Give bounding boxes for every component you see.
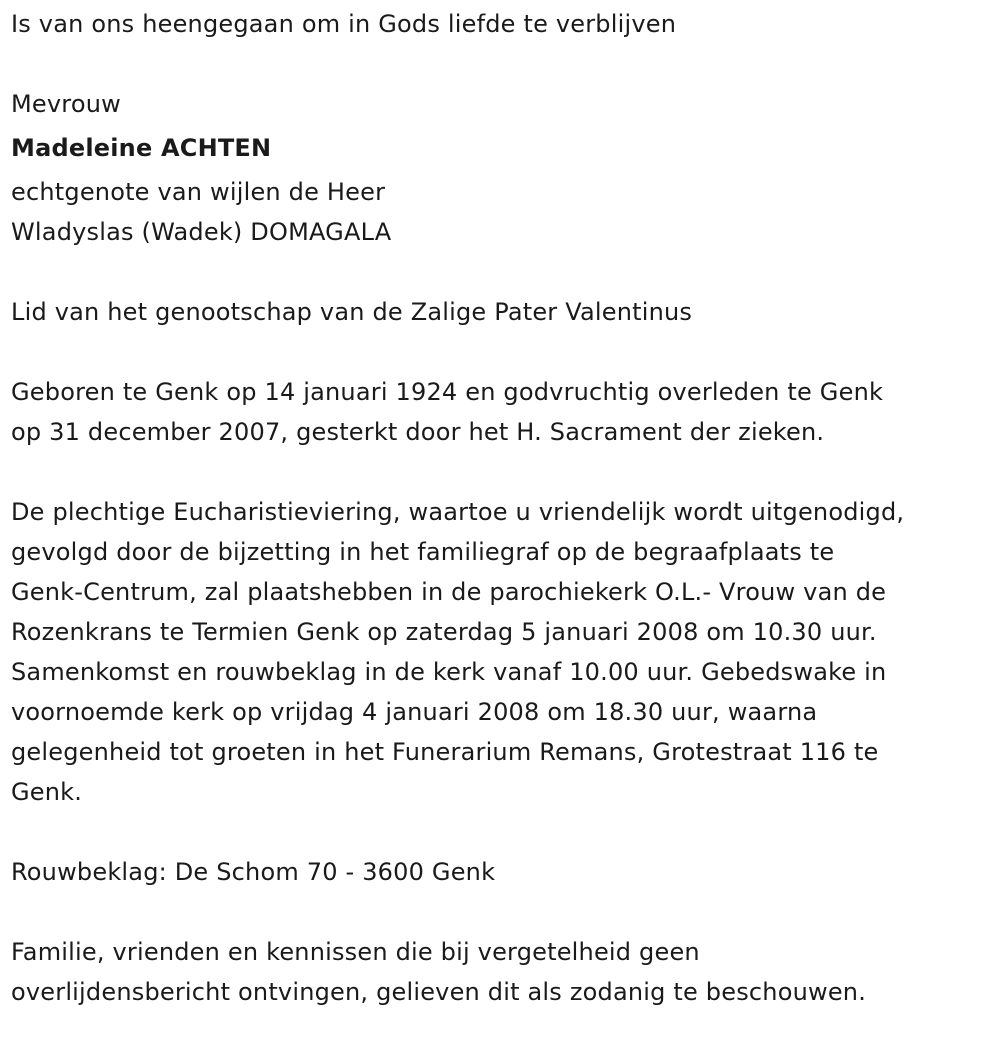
spacer: [11, 452, 996, 492]
paragraph-line: gelegenheid tot groeten in het Funerarium Remans, Grotestraat 116 te: [11, 738, 879, 766]
deceased-name: Madeleine ACHTEN: [11, 134, 272, 162]
paragraph-line: Geboren te Genk op 14 januari 1924 en godvruchtig overleden te Genk: [11, 378, 884, 406]
paragraph-line: gevolgd door de bijzetting in het familiegraf op de begraafplaats te: [11, 538, 835, 566]
paragraph-line: overlijdensbericht ontvingen, gelieven dit als zodanig te beschouwen.: [11, 978, 867, 1006]
birth-death-paragraph: [11, 372, 996, 452]
closing-paragraph: [11, 932, 996, 1012]
ceremony-paragraph: [11, 492, 996, 812]
spacer: [11, 812, 996, 852]
condolence-address: Rouwbeklag: De Schom 70 - 3600 Genk: [11, 858, 496, 886]
paragraph-line: Familie, vrienden en kennissen die bij vergetelheid geen: [11, 938, 700, 966]
death-notice: [11, 4, 996, 1012]
spacer: [11, 252, 996, 292]
spacer: [11, 332, 996, 372]
spouse-line-1: echtgenote van wijlen de Heer: [11, 178, 386, 206]
paragraph-line: op 31 december 2007, gesterkt door het H. Sacrament der zieken.: [11, 418, 825, 446]
title-prefix: Mevrouw: [11, 90, 121, 118]
membership-text: Lid van het genootschap van de Zalige Pater Valentinus: [11, 298, 693, 326]
spouse-line-2: Wladyslas (Wadek) DOMAGALA: [11, 218, 392, 246]
paragraph-line: Rozenkrans te Termien Genk op zaterdag 5 januari 2008 om 10.30 uur.: [11, 618, 877, 646]
paragraph-line: voornoemde kerk op vrijdag 4 januari 2008 om 18.30 uur, waarna: [11, 698, 818, 726]
paragraph-line: De plechtige Eucharistieviering, waartoe u vriendelijk wordt uitgenodigd,: [11, 498, 905, 526]
spacer: [11, 44, 996, 84]
paragraph-line: Samenkomst en rouwbeklag in de kerk vanaf 10.00 uur. Gebedswake in: [11, 658, 887, 686]
paragraph-line: Genk-Centrum, zal plaatshebben in de parochiekerk O.L.- Vrouw van de: [11, 578, 887, 606]
intro-text: Is van ons heengegaan om in Gods liefde te verblijven: [11, 10, 677, 38]
paragraph-line: Genk.: [11, 778, 83, 806]
spacer: [11, 892, 996, 932]
